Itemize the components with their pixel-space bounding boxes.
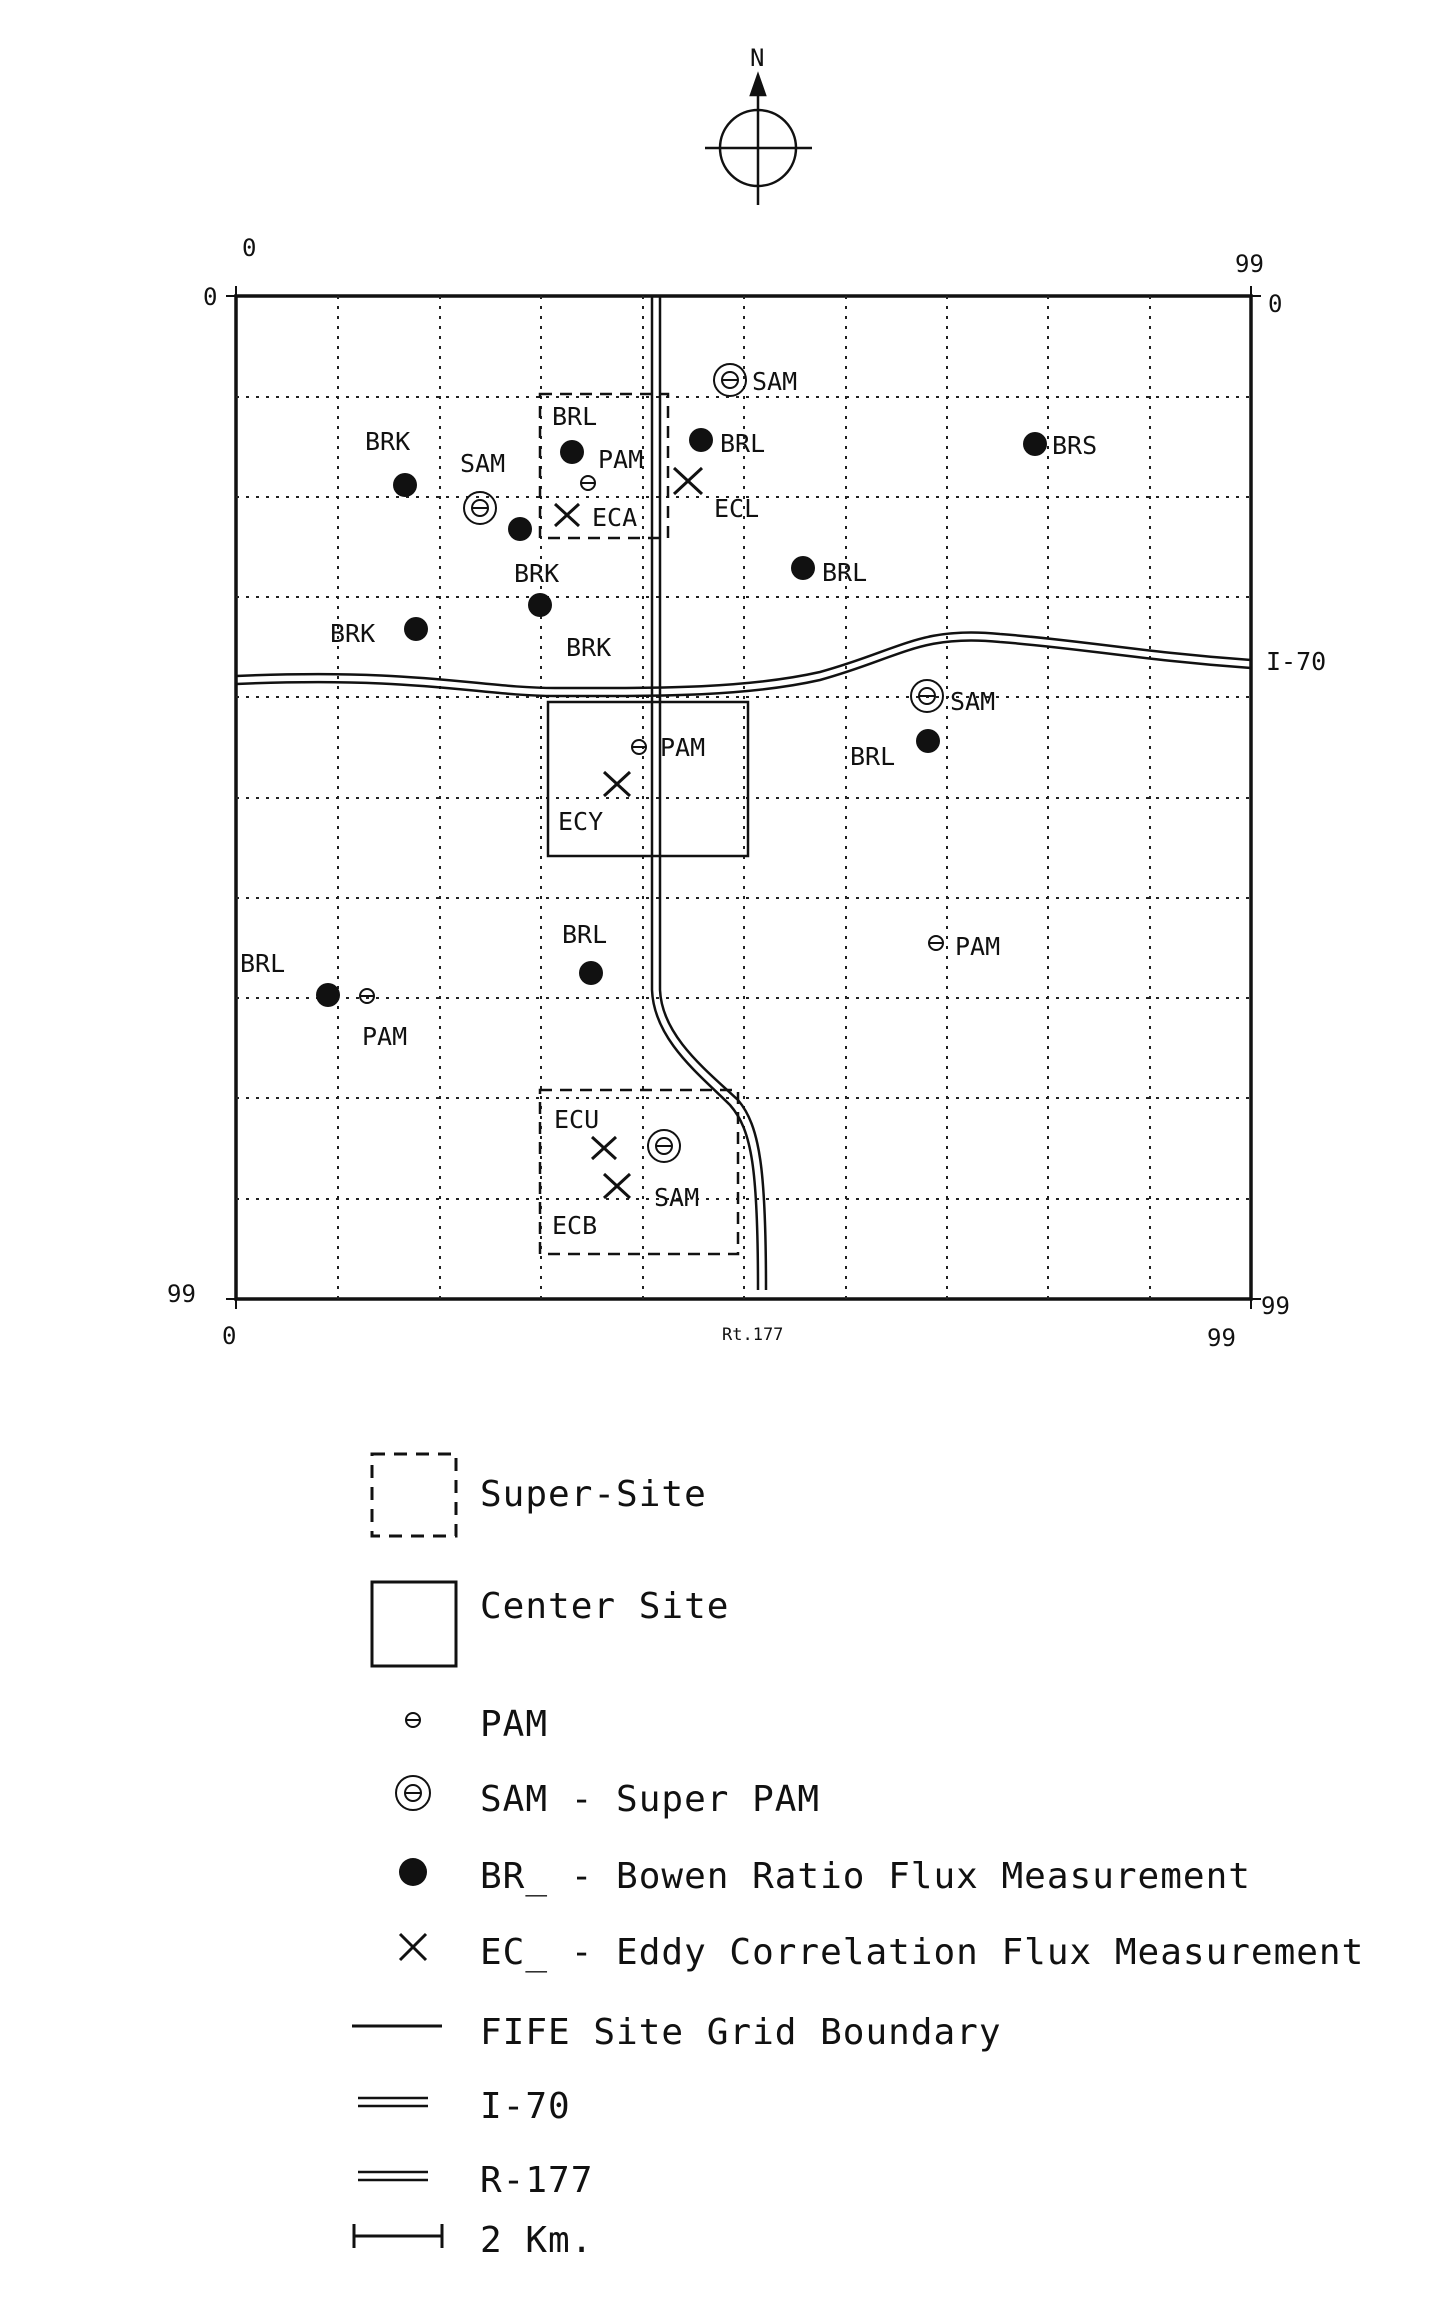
pam-icon — [360, 989, 374, 1003]
axis-label-right-top: 0 — [1268, 290, 1283, 318]
site-label: ECL — [714, 494, 760, 523]
site-label: BRK — [365, 427, 411, 456]
pam-icon — [340, 1690, 460, 1760]
legend-label: R-177 — [480, 2160, 594, 2201]
filled-dot-icon — [340, 1842, 460, 1912]
legend-item-center-site — [340, 1580, 1390, 1650]
cross-icon — [340, 1918, 460, 1988]
legend-item-scale — [340, 2206, 1390, 2276]
legend-item-grid-boundary — [340, 1998, 1390, 2068]
legend-label: BR_ - Bowen Ratio Flux Measurement — [480, 1856, 1251, 1897]
site-label: PAM — [660, 733, 706, 762]
legend-label: 2 Km. — [480, 2220, 594, 2261]
axis-label-left-top: 0 — [203, 283, 218, 311]
solid-square-icon — [340, 1580, 460, 1670]
pam-icon — [929, 936, 943, 950]
site-label: BRL — [562, 920, 608, 949]
site-label: BRL — [822, 558, 868, 587]
sam-icon — [464, 492, 496, 524]
sam-icon — [340, 1765, 460, 1835]
site-label: BRL — [240, 949, 286, 978]
axis-label-bottom-right: 99 — [1207, 1324, 1236, 1352]
legend-label: PAM — [480, 1704, 549, 1745]
site-label: PAM — [955, 932, 1001, 961]
single-line-icon — [340, 1998, 460, 2068]
rt177-label: Rt.177 — [722, 1325, 784, 1345]
legend-label: Super-Site — [480, 1474, 707, 1515]
site-label: BRL — [720, 429, 766, 458]
axis-label-top-right: 99 — [1235, 250, 1264, 278]
axis-label-left-bottom: 99 — [167, 1280, 196, 1308]
legend-item-pam — [340, 1690, 1390, 1760]
legend-label: Center Site — [480, 1586, 730, 1627]
sam-icon — [714, 364, 746, 396]
site-label: SAM — [752, 367, 798, 396]
site-label: ECB — [552, 1211, 598, 1240]
axis-label-bottom-left: 0 — [222, 1322, 237, 1350]
legend-item-i70 — [340, 2072, 1390, 2142]
legend-label: FIFE Site Grid Boundary — [480, 2012, 1002, 2053]
legend-item-sam — [340, 1765, 1390, 1835]
site-label: SAM — [460, 449, 506, 478]
site-label: ECU — [554, 1105, 600, 1134]
site-label: SAM — [950, 687, 996, 716]
legend-item-super-site — [340, 1452, 1390, 1522]
i70-label: I-70 — [1266, 647, 1327, 676]
site-label: SAM — [654, 1183, 700, 1212]
site-label: ECY — [558, 807, 604, 836]
legend-item-bowen-ratio — [340, 1842, 1390, 1912]
axis-label-right-bottom: 99 — [1261, 1292, 1290, 1320]
legend-label: EC_ - Eddy Correlation Flux Measurement — [480, 1932, 1365, 1973]
site-label: BRK — [330, 619, 376, 648]
site-label: PAM — [362, 1022, 408, 1051]
legend-label: SAM - Super PAM — [480, 1779, 821, 1820]
axis-label-top-left: 0 — [242, 234, 257, 262]
site-label: BRL — [850, 742, 896, 771]
site-label: BRK — [514, 559, 560, 588]
pam-icon — [581, 476, 595, 490]
site-label: ECA — [592, 503, 638, 532]
pam-icon — [632, 740, 646, 754]
site-label: BRL — [552, 402, 598, 431]
filled-dot-icon — [316, 428, 1047, 1007]
dashed-square-icon — [340, 1452, 460, 1542]
north-label: N — [750, 44, 765, 72]
site-label: BRK — [566, 633, 612, 662]
site-label: PAM — [598, 445, 644, 474]
legend-label: I-70 — [480, 2086, 571, 2127]
double-line-icon — [340, 2072, 460, 2142]
legend-item-eddy-correlation — [340, 1918, 1390, 1988]
scale-bar-icon — [340, 2206, 460, 2276]
site-label: BRS — [1052, 431, 1098, 460]
sam-icon — [648, 1130, 680, 1162]
north-arrow-icon — [705, 75, 812, 205]
